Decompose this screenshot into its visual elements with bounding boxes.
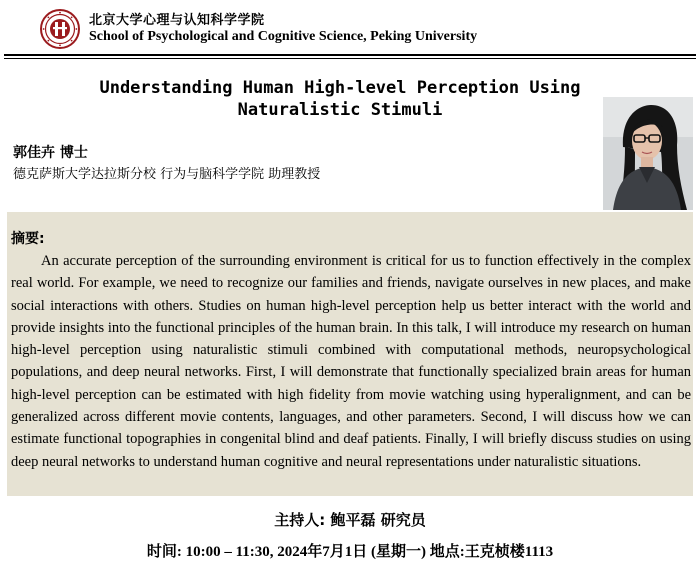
speaker-affiliation: 德克萨斯大学达拉斯分校 行为与脑科学学院 助理教授 [13,167,321,182]
header-divider [4,54,696,56]
time-location-info: 时间: 10:00 – 11:30, 2024年7月1日 (星期一) 地点:王克桢楼1113 [146,544,554,560]
speaker-photo [603,97,693,210]
header-divider-thin [4,58,696,59]
abstract-text: An accurate perception of the surrounding environment is critical for us to function effectively in the complex real world. For example, we need to recognize our families and friends, navigate ourselves in new places, and make social interactions with others. Studies on human high-level perception help us better interact with the world and provide insights into the functional principles of the human brain. In this talk, I will introduce my research on human high-level perception using naturalistic stimuli combined with computational methods, neuropsychological populations, and deep neural networks. First, I will demonstrate that functionally specialized brain areas for human high-level perception can be estimated with high fidelity from movie watching using hyperalignment, and can be generalized across different movie contents, languages, and other parameters. Second, I will discuss how we can estimate functional topographies in congenital blind and deaf patients. Finally, I will briefly discuss studies on using deep neural networks to understand human cognitive and neural representations under naturalistic situations. [11,253,691,470]
peking-university-seal-icon [40,9,80,49]
talk-title: Understanding Human High-level Perception Using Naturalistic Stimuli [99,78,581,120]
school-name-english: School of Psychological and Cognitive Science, Peking University [89,29,478,44]
speaker-name: 郭佳卉 博士 [13,145,88,161]
school-name-chinese: 北京大学心理与认知科学学院 [89,13,265,28]
speaker-portrait-image [603,97,693,210]
host-info: 主持人: 鲍平磊 研究员 [274,511,426,529]
header [0,0,700,56]
abstract-heading: 摘要: [11,231,45,247]
